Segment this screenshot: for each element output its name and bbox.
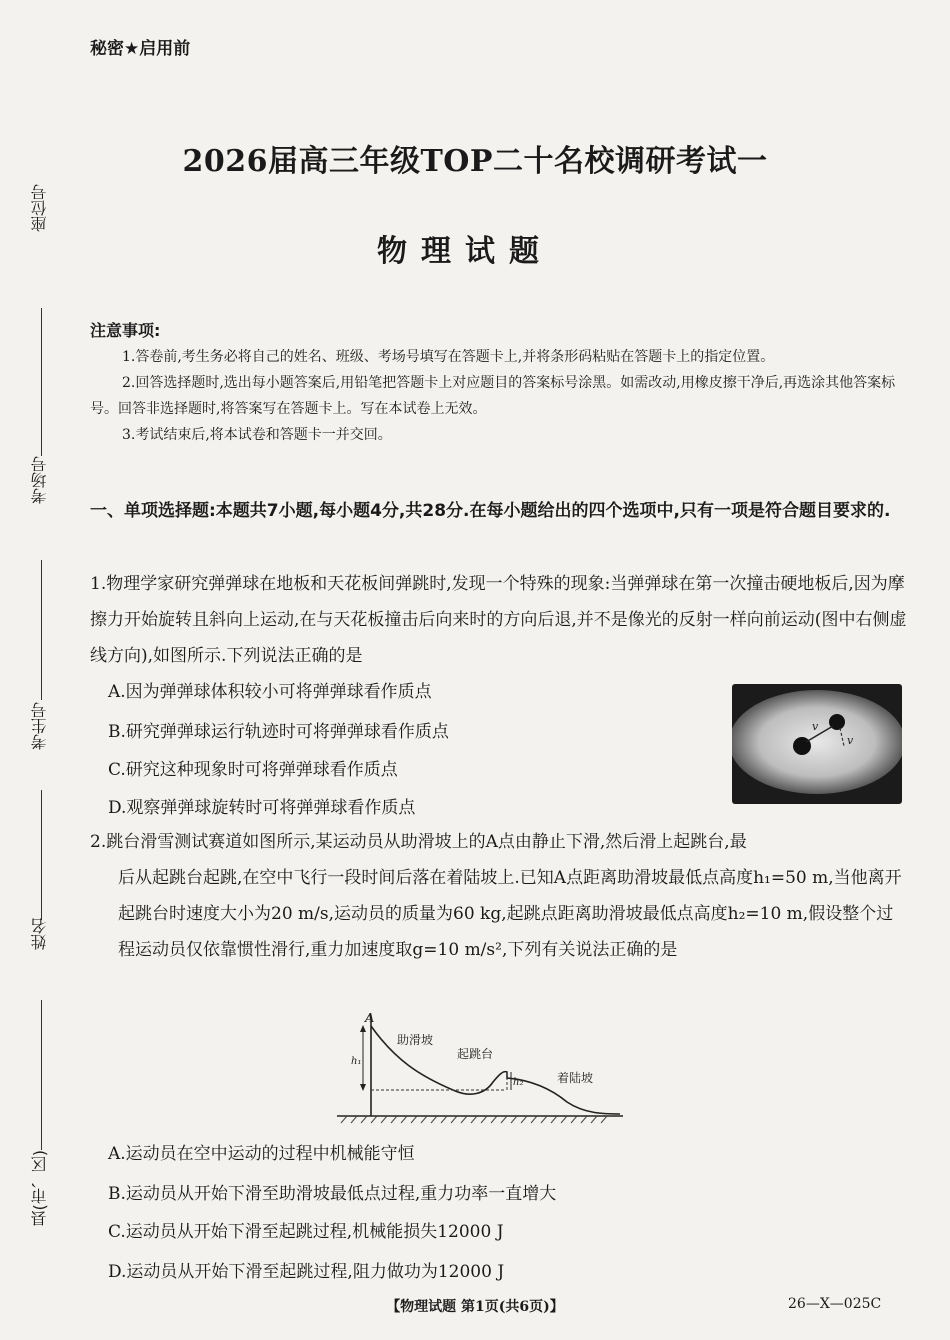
- q2-stem-line1: 2.跳台滑雪测试赛道如图所示,某运动员从助滑坡上的A点由静止下滑,然后滑上起跳台,最: [90, 832, 747, 852]
- sidebar-seat: [28, 184, 60, 264]
- exam-code: 26—X—025C: [788, 1296, 882, 1312]
- secret-label: 秘密★启用前: [90, 39, 191, 59]
- notice-item: 2.回答选择题时,选出每小题答案后,用铅笔把答题卡上对应题目的答案标号涂黑。如需改动,用橡皮擦干净后,再选涂其他答案标号。回答非选择题时,将答案写在答题卡上。写在本试卷上无效。: [90, 375, 896, 417]
- q2-option-b[interactable]: B.运动员从开始下滑至助滑坡最低点过程,重力功率一直增大: [108, 1184, 557, 1204]
- landing-label: 着陆坡: [557, 1071, 594, 1085]
- sidebar-line: [41, 790, 42, 920]
- bouncing-ball-figure: [732, 684, 902, 804]
- q2-option-a[interactable]: A.运动员在空中运动的过程中机械能守恒: [108, 1144, 415, 1164]
- q1-option-d[interactable]: D.观察弹弹球旋转时可将弹弹球看作质点: [108, 798, 416, 818]
- sidebar-line: [41, 560, 42, 700]
- sidebar-exam-room: [28, 456, 60, 516]
- seat-label: 座位号: [30, 184, 49, 232]
- notice-heading: 注意事项:: [90, 321, 161, 340]
- exam-title: 2026届高三年级TOP二十名校调研考试一: [182, 144, 768, 179]
- velocity-label: v: [812, 720, 819, 733]
- section-heading: 一、单项选择题:本题共7小题,每小题4分,共28分.在每小题给出的四个选项中,只有一项是符合题目要求的.: [90, 501, 891, 521]
- slope-label: 助滑坡: [397, 1033, 434, 1047]
- q1-option-c[interactable]: C.研究这种现象时可将弹弹球看作质点: [108, 760, 398, 780]
- subject-title: 物理试题: [377, 234, 553, 269]
- ski-jump-diagram: [335, 1010, 625, 1128]
- bouncing-ball-photo: [732, 684, 902, 804]
- notice-item: 1.答卷前,考生务必将自己的姓名、班级、考场号填写在答题卡上,并将条形码粘贴在答题卡上的指定位置。: [122, 349, 775, 365]
- q2-option-d[interactable]: D.运动员从开始下滑至起跳过程,阻力做功为12000 J: [108, 1262, 505, 1282]
- q2-stem-rest: 后从起跳台起跳,在空中飞行一段时间后落在着陆坡上.已知A点距离助滑坡最低点高度h₁=50 m,当他离开起跳台时速度大小为20 m/s,运动员的质量为60 kg,起跳点距离助滑坡最低点高度h₂=10 m,假设整个过程运动员仅依靠惯性滑行,重力加速度取g=10 m/s²,下列有关说法正确的是: [118, 868, 902, 960]
- notice-list: [90, 344, 902, 448]
- exam-room-label: 考场号: [30, 456, 49, 504]
- county-label: 县(市、区): [30, 1150, 49, 1227]
- sidebar-county: [28, 1150, 60, 1270]
- sidebar-line: [41, 308, 42, 456]
- ramp-label: 起跳台: [457, 1047, 494, 1061]
- page-footer: 【物理试题 第1页(共6页)】: [386, 1299, 564, 1315]
- ball-icon: [793, 737, 811, 755]
- velocity-label: v: [847, 734, 854, 747]
- q1-option-a[interactable]: A.因为弹弹球体积较小可将弹弹球看作质点: [108, 682, 432, 702]
- notice-item: 3.考试结束后,将本试卷和答题卡一并交回。: [122, 427, 392, 443]
- question-2-stem: [90, 824, 910, 968]
- h1-label: h₁: [351, 1056, 362, 1067]
- sidebar-student-no: [28, 702, 60, 762]
- q1-option-b[interactable]: B.研究弹弹球运行轨迹时可将弹弹球看作质点: [108, 722, 449, 742]
- sidebar-name: [28, 918, 60, 968]
- student-no-label: 考生号: [30, 702, 49, 750]
- q2-option-c[interactable]: C.运动员从开始下滑至起跳过程,机械能损失12000 J: [108, 1222, 504, 1242]
- name-label: 姓名: [30, 918, 49, 950]
- point-a-label: A: [365, 1011, 375, 1025]
- sidebar-line: [41, 1000, 42, 1150]
- h2-label: h₂: [513, 1077, 524, 1088]
- question-1-stem: 1.物理学家研究弹弹球在地板和天花板间弹跳时,发现一个特殊的现象:当弹弹球在第一次撞击硬地板后,因为摩擦力开始旋转且斜向上运动,在与天花板撞击后向来时的方向后退,并不是像光的反射一样向前运动(图中右侧虚线方向),如图所示.下列说法正确的是: [90, 574, 907, 666]
